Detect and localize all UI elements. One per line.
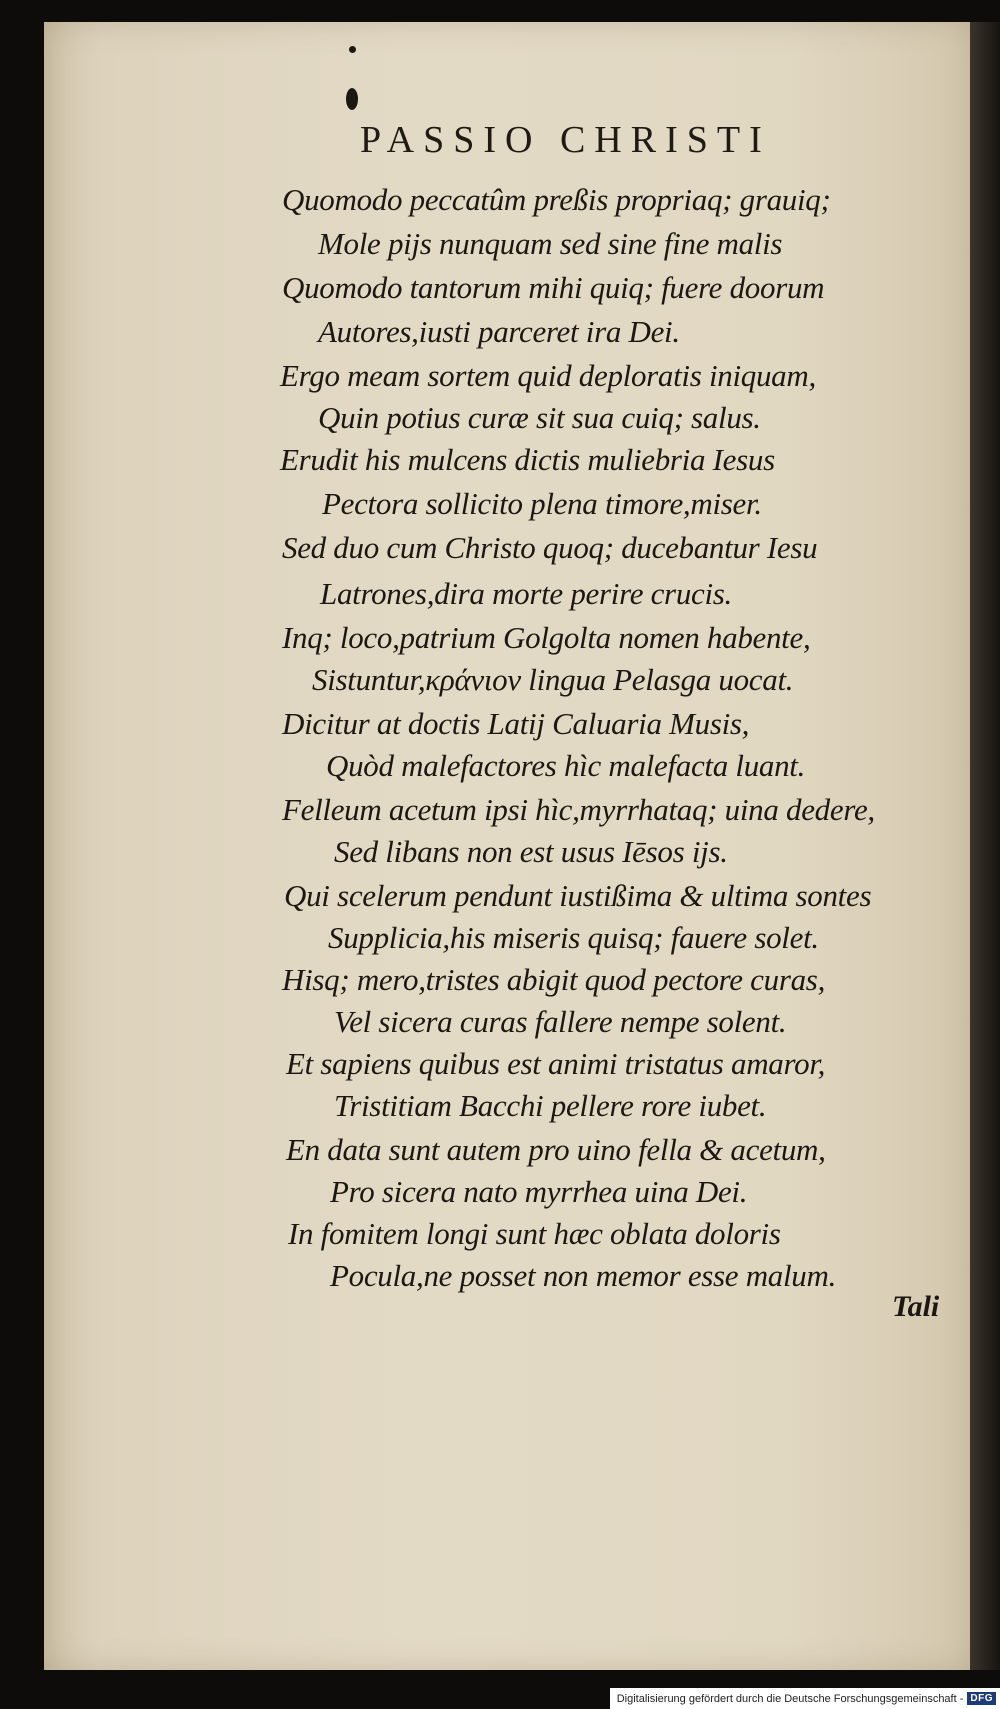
verse-line: Sed libans non est usus Iēsos ijs. xyxy=(334,834,728,869)
verse-line: Tristitiam Bacchi pellere rore iubet. xyxy=(334,1088,767,1123)
verse-line: Vel sicera curas fallere nempe solent. xyxy=(334,1004,787,1039)
verse-line: Erudit his mulcens dictis muliebria Iesus xyxy=(280,442,775,477)
verse-line: Pectora sollicito plena timore,miser. xyxy=(322,486,762,521)
verse-line: Autores,iusti parceret ira Dei. xyxy=(318,314,680,349)
verse-line: Sed duo cum Christo quoq; ducebantur Iesu xyxy=(282,530,818,565)
verse-line: Ergo meam sortem quid deploratis iniquam, xyxy=(280,358,816,393)
running-head: PASSIO CHRISTI xyxy=(360,119,771,161)
verse-line: Quòd malefactores hìc malefacta luant. xyxy=(326,748,806,783)
verse-line: In fomitem longi sunt hæc oblata doloris xyxy=(288,1216,781,1251)
verse-line: Supplicia,his miseris quisq; fauere solet. xyxy=(328,920,819,955)
digitization-credit-text: Digitalisierung gefördert durch die Deutsche Forschungsgemeinschaft - xyxy=(616,1692,964,1705)
verse-line: Inq; loco,patrium Golgolta nomen habente, xyxy=(282,620,811,655)
verse-line: Quomodo peccatûm preßis propriaq; grauiq; xyxy=(282,182,831,217)
verse-line: Quomodo tantorum mihi quiq; fuere doorum xyxy=(282,270,825,305)
verse-line: En data sunt autem pro uino fella & acetum, xyxy=(286,1132,826,1167)
verse-line: Latrones,dira morte perire crucis. xyxy=(320,576,733,611)
verse-line: Et sapiens quibus est animi tristatus amaror, xyxy=(286,1046,826,1081)
dfg-logo: DFG xyxy=(967,1692,996,1705)
verse-line: Felleum acetum ipsi hìc,myrrhataq; uina dedere, xyxy=(282,792,875,827)
verse-line: Hisq; mero,tristes abigit quod pectore curas, xyxy=(282,962,826,997)
digitization-credit-bar xyxy=(610,1688,1000,1709)
verse-line: Quin potius curæ sit sua cuiq; salus. xyxy=(318,400,761,435)
verse-line: Qui scelerum pendunt iustißima & ultima sontes xyxy=(284,878,872,913)
verse-line: Pro sicera nato myrrhea uina Dei. xyxy=(330,1174,748,1209)
catchword: Tali xyxy=(892,1290,940,1323)
verse-line: Pocula,ne posset non memor esse malum. xyxy=(330,1258,837,1293)
verse-line: Dicitur at doctis Latij Caluaria Musis, xyxy=(282,706,750,741)
verse-line: Mole pijs nunquam sed sine fine malis xyxy=(318,226,783,261)
verse-line: Sistuntur,κράνιον lingua Pelasga uocat. xyxy=(312,662,794,697)
